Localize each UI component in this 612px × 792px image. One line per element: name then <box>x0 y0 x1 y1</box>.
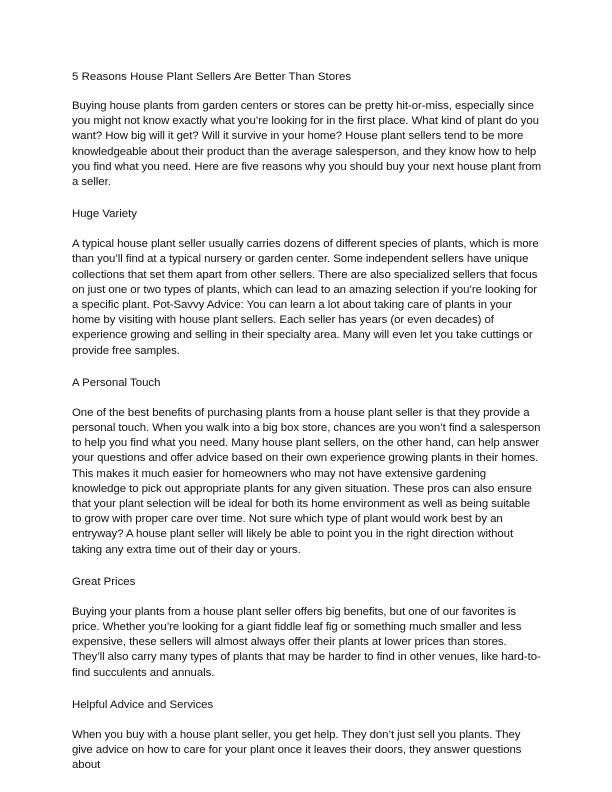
section-heading-personal-touch: A Personal Touch <box>72 376 161 389</box>
intro-paragraph: Buying house plants from garden centers or stores can be pretty hit-or-miss, especially since you might not know exactly what you’re looking for in the first place. What kind of plant do you want? How big will it get? Will it survive in your home? House plant sellers tend to be more knowledgeable about their product than the average salesperson, and they know how to help you find what you need. Here are five reasons why you should buy your next house plant from a seller. <box>72 100 542 189</box>
spacer <box>72 681 542 698</box>
section-body-helpful-advice: When you buy with a house plant seller, you get help. They don’t just sell you plants. They give advice on how to care for your plant once it leaves their doors, they answer questions about <box>72 728 522 772</box>
section-heading-huge-variety: Huge Variety <box>72 208 138 221</box>
section-body-great-prices: Buying your plants from a house plant seller offers big benefits, but one of our favorites is price. Whether you’re looking for a giant fiddle leaf fig or something much smaller and less expensive, these sellers will almost always offer their plants at lower prices than stores. They’ll also carry many types of plants that may be harder to find in other venues, like hard-to-find succulents and annuals. <box>72 605 541 679</box>
document-title: 5 Reasons House Plant Sellers Are Better Than Stores <box>72 71 352 83</box>
document-page <box>72 70 542 774</box>
section-body-personal-touch: One of the best benefits of purchasing plants from a house plant seller is that they provide a personal touch. When you walk into a big box store, chances are you won’t find a salesperson to help you find what you need. Many house plant sellers, on the other hand, can help answer your questions and offer advice based on their own experience growing plants in their homes. This makes it much easier for homeowners who may not have extensive gardening knowledge to pick out appropriate plants for any given situation. These pros can also ensure that your plant selection will be ideal for both its home environment as well as being suitable to grow with proper care over time. Not sure which type of plant would work best by an entryway? A house plant seller will likely be able to point you in the right direction without taking any extra time out of their day or yours. <box>72 406 541 556</box>
section-body-huge-variety: A typical house plant seller usually carries dozens of different species of plants, which is more than you’ll find at a typical nursery or garden center. Some independent sellers have unique collections that set them apart from other sellers. There are also specialized sellers that focus on just one or two types of plants, which can lead to an amazing selection if you’re looking for a specific plant. Pot-Savvy Advice: You can learn a lot about taking care of plants in your home by visiting with house plant sellers. Each seller has years (or even decades) of experience growing and selling in their specialty area. Many will even let you take cuttings or provide free samples. <box>72 238 539 357</box>
spacer <box>72 590 542 605</box>
spacer <box>72 85 542 99</box>
section-heading-helpful-advice: Helpful Advice and Services <box>72 698 214 711</box>
section-heading-great-prices: Great Prices <box>72 575 136 588</box>
spacer <box>72 222 542 237</box>
spacer <box>72 190 542 207</box>
spacer <box>72 558 542 575</box>
spacer <box>72 391 542 406</box>
spacer <box>72 359 542 376</box>
spacer <box>72 713 542 728</box>
